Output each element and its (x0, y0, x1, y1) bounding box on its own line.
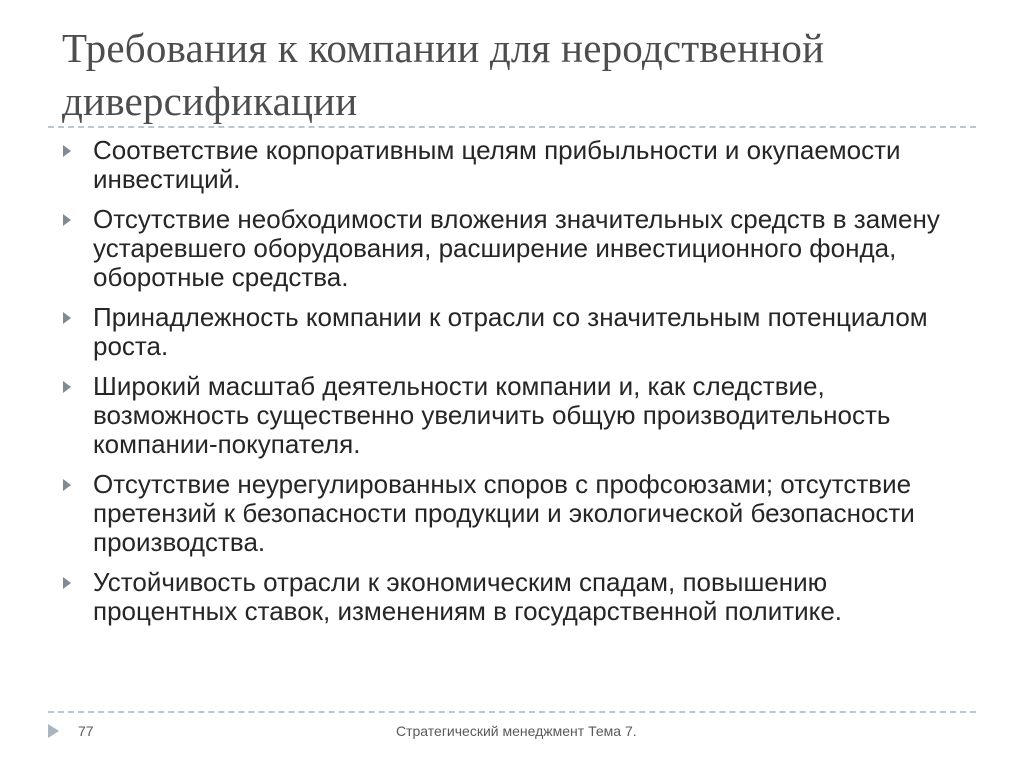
bullet-text: Принадлежность компании к отрасли со значительным потенциалом роста. (93, 302, 928, 361)
bullet-item (60, 372, 960, 459)
triangle-right-icon (63, 145, 71, 157)
bullet-item (60, 205, 960, 292)
footer-text: Стратегический менеджмент Тема 7. (396, 723, 637, 739)
bullet-item (60, 470, 960, 557)
bullet-item (60, 568, 960, 626)
bullet-list (60, 136, 960, 637)
triangle-right-icon (63, 381, 71, 393)
bullet-text: Отсутствие неурегулированных споров с профсоюзами; отсутствие претензий к безопасности продукции и экологической безопасности производства. (93, 469, 915, 557)
page-number: 77 (78, 723, 94, 739)
bullet-item (60, 303, 960, 361)
bullet-text: Широкий масштаб деятельности компании и, как следствие, возможность существенно увеличить общую производительность компании-покупателя. (93, 371, 891, 459)
title-divider (48, 126, 976, 128)
triangle-right-icon (63, 479, 71, 491)
triangle-right-icon (63, 312, 71, 324)
bullet-item (60, 136, 960, 194)
bullet-text: Соответствие корпоративным целям прибыльности и окупаемости инвестиций. (93, 135, 901, 194)
slide-title: Требования к компании для неродственной диверсификации (62, 25, 825, 124)
triangle-right-icon (48, 724, 59, 738)
triangle-right-icon (63, 577, 71, 589)
triangle-right-icon (63, 214, 71, 226)
footer-divider (48, 711, 976, 713)
bullet-text: Отсутствие необходимости вложения значительных средств в замену устаревшего оборудования, расширение инвестиционного фонда, оборотные средства. (93, 204, 940, 292)
bullet-text: Устойчивость отрасли к экономическим спадам, повышению процентных ставок, изменениям в государственной политике. (93, 567, 843, 626)
